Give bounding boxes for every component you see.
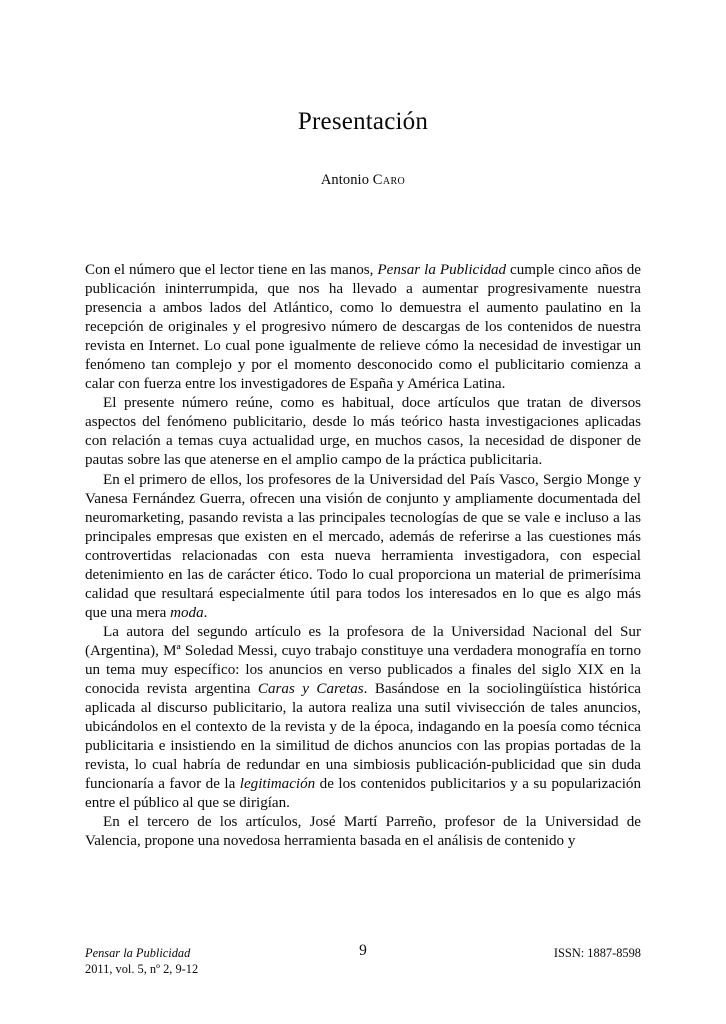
body-paragraph <box>85 813 641 851</box>
italic-title-run: Pensar la Publicidad <box>377 262 507 278</box>
italic-title-run: legitimación <box>239 776 316 793</box>
italic-title-run: Caras y Caretas <box>257 681 364 698</box>
title-block <box>0 0 726 189</box>
text-run: de los contenidos publicitarios y a su popularización entre el público al que se dirigían. <box>85 776 642 812</box>
text-run: . Basándose en la sociolingüística histórica aplicada al discurso publicitario, la autora realiza una sutil vivisección de tales anuncios, ubicándolos en el contexto de la revista y de la época, indagando en la poesía como técnica publicitaria e insistiendo en la similitud de dichos anuncios con las propias portadas de la revista, lo cual habría de redundar en una simbiosis publicación-publicidad que sin duda funcionaría a favor de la <box>85 681 641 793</box>
text-run: . <box>203 604 208 621</box>
text-run: Con el número que el lector tiene en las manos, <box>85 262 378 278</box>
footer-journal-title: Pensar la Publicidad <box>85 946 191 960</box>
text-run: El presente número reúne, como es habitual, doce artículos que tratan de diversos aspectos del fenómeno publicitario, desde lo más teórico hasta investigaciones aplicadas con relación a temas cuya actualidad urge, en muchos casos, la necesidad de disponer de pautas sobre las que atenerse en el amplio campo de la práctica publicitaria. <box>85 395 641 469</box>
author-surname: Caro <box>372 171 406 188</box>
author-given-name: Antonio <box>320 171 370 188</box>
page-title: Presentación <box>297 108 429 135</box>
body-text <box>85 261 641 851</box>
body-paragraph <box>85 261 641 394</box>
footer-issue-info: 2011, vol. 5, nº 2, 9-12 <box>85 961 199 976</box>
author-byline <box>0 136 726 189</box>
text-run: La autora del segundo artículo es la profesora de la Universidad Nacional del Sur (Argentina), Mª Soledad Messi, cuyo trabajo constituye una verdadera monografía en torno un tema muy específico: los anuncios en verso publicados a finales del siglo XIX en la conocida revista argentina <box>85 623 641 698</box>
footer-page-number: 9 <box>359 942 367 959</box>
italic-title-run: moda <box>170 604 204 621</box>
text-run: En el tercero de los artículos, José Martí Parreño, profesor de la Universidad de Valencia, propone una novedosa herramienta basada en el análisis de contenido y <box>85 814 641 850</box>
body-paragraph <box>85 394 641 470</box>
body-paragraph <box>85 623 641 813</box>
footer-issn: ISSN: 1887-8598 <box>553 946 641 960</box>
body-paragraph <box>85 471 641 623</box>
text-run: En el primero de ellos, los profesores de la Universidad del País Vasco, Sergio Monge y Vanesa Fernández Guerra, ofrecen una visión de conjunto y ampliamente documentada del neuromarketing, pasando revista a las principales tecnologías de que se vale e incluso a las principales empresas que existen en el mercado, además de referirse a las cuestiones más controvertidas relacionadas con esta nueva herramienta investigadora, con especial detenimiento en las de carácter ético. Todo lo cual proporciona un material de primerísima calidad que resultará especialmente útil para todos los interesados en lo que es algo más que una mera <box>85 471 641 621</box>
text-run: cumple cinco años de publicación ininterrumpida, que nos ha llevado a aumentar progresivamente nuestra presencia a ambos lados del Atlántico, como lo demuestra el aumento paulatino en la recepción de originales y el progresivo número de descargas de los contenidos de nuestra revista en Internet. Lo cual pone igualmente de relieve cómo la necesidad de investigar un fenómeno tan complejo y por el momento desconocido como el publicitario comienza a calar con fuerza entre los investigadores de España y América Latina. <box>85 262 641 393</box>
page-footer <box>85 942 641 986</box>
